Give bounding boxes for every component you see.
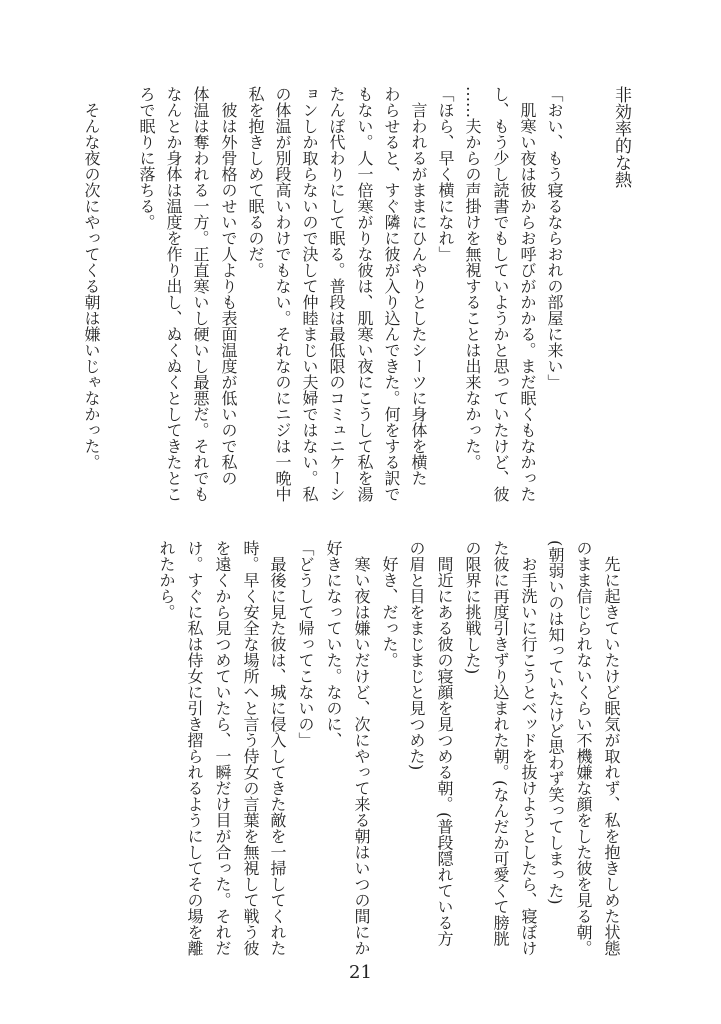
text-line: お手洗いに行こうとベッドを抜けようとしたら、寝ぼけ [519,540,538,956]
text-line: そんな夜の次にやってくる朝は嫌いじゃなかった。 [82,86,101,470]
text-line: わらせると、すぐ隣に彼が入り込んできた。何をする訳で [382,86,401,502]
text-line: (朝弱いのは知っていたけど思わず笑ってしまった) [546,540,565,905]
text-line: ョンしか取らないので決して仲睦まじい夫婦ではない。私 [300,86,319,502]
text-line: 寒い夜は嫌いだけど、次にやって来る朝はいつの間にか [352,540,371,956]
text-line: け。すぐに私は侍女に引き摺られるようにしてその場を離 [185,540,204,956]
text-line: 言われるがままにひんやりとしたシーツに身体を横た [409,86,428,486]
text-line: 「おい、もう寝るならおれの部屋に来い」 [545,86,564,390]
text-line: し、もう少し読書でもしていようかと思っていたけど、彼 [491,86,510,502]
text-line: 肌寒い夜は彼からお呼びがかかる。まだ眠くもなかった [518,86,537,502]
text-line: の限界に挑戦した) [463,540,482,675]
chapter-title: 非効率的な熱 [611,86,631,188]
text-line: 体温は奪われる一方。正直寒いし硬いし最悪だ。それでも [191,86,210,502]
text-line: 私を抱きしめて眠るのだ。 [246,86,265,278]
text-line: たんぽ代わりにして眠る。普段は最低限のコミュニケーシ [327,86,346,502]
text-line: なんとか身体は温度を作り出し、ぬくぬくとしてきたとこ [164,86,183,502]
text-line: 彼は外骨格のせいで人よりも表面温度が低いので私の [219,86,238,486]
text-line: ろで眠りに落ちる。 [137,86,156,230]
text-line: 時。早く安全な場所へと言う侍女の言葉を無視して戦う彼 [241,540,260,956]
text-line: 好き、だった。 [380,540,399,668]
text-line: もない。人一倍寒がりな彼は、肌寒い夜にこうして私を湯 [355,86,374,502]
page-number: 21 [349,962,372,983]
text-line: 間近にある彼の寝顔を見つめる朝。(普段隠れている方 [435,540,454,947]
text-line: の眉と目をまじまじと見つめた) [407,540,426,771]
text-line: た彼に再度引きずり込まれた朝。(なんだか可愛くて膀胱 [491,540,510,947]
text-line: ……夫からの声掛けを無視することは出来なかった。 [463,86,482,470]
text-line: 最後に見た彼は、城に侵入してきた敵を一掃してくれた [268,540,287,956]
text-line: を遠くから見つめていたら、一瞬だけ目が合った。それだ [213,540,232,956]
text-line: の体温が別段高いわけでもない。それなのにニジは一晩中 [273,86,292,502]
text-line: 先に起きていたけど眠気が取れず、私を抱きしめた状態 [602,540,621,956]
text-line: 「ほら、早く横になれ」 [436,86,455,262]
text-line: のまま信じられないくらい不機嫌な顔をした彼を見る朝。 [574,540,593,956]
text-line: 「どうして帰ってこないの」 [296,540,315,748]
text-line: れたから。 [157,540,176,620]
text-line: 好きになっていた。なのに、 [324,540,343,748]
